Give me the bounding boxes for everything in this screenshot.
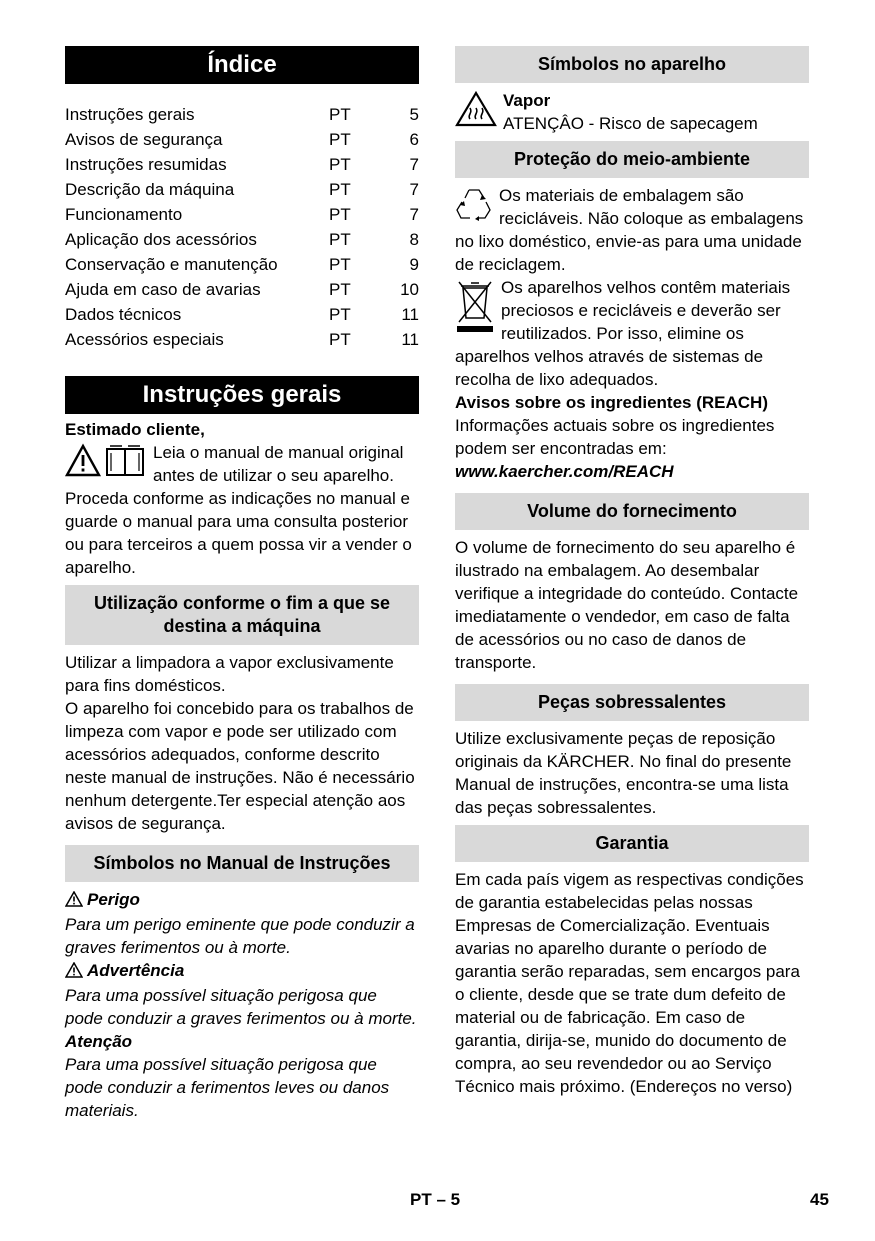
toc-row[interactable]	[65, 127, 419, 152]
warranty-text: Em cada país vigem as respectivas condições de garantia estabelecidas pelas nossas Empresas de Comercialização. Eventuais avarias no aparelho durante o período de garantia serão reparadas, sem encargos para o cliente, desde que se trate dum defeito de material ou de fabricação. Em caso de garantia, dirija-se, munido do documento de compra, ao seu revendedor ou ao Serviço Técnico mais próximo. (Endereços no verso)	[455, 870, 804, 1096]
manual-symbols-heading: Símbolos no Manual de Instruções	[65, 845, 419, 882]
warning-triangle-icon	[65, 961, 83, 984]
toc-entry-title: Avisos de segurança	[65, 130, 223, 149]
toc-entry-page: 7	[409, 155, 419, 174]
toc-row[interactable]	[65, 152, 419, 177]
toc-entry-title: Descrição da máquina	[65, 180, 235, 199]
general-text-block	[65, 441, 419, 579]
toc-entry-lang: PT	[329, 155, 351, 174]
toc-row[interactable]	[65, 202, 419, 227]
weee-text: Os aparelhos velhos contêm materiais preciosos e recicláveis e deverão ser reutilizados. Por isso, elimine os aparelhos velhos através de sistemas de recolha de lixo adequados.	[455, 278, 791, 389]
toc-entry-lang: PT	[329, 130, 351, 149]
toc-entry-title: Conservação e manutenção	[65, 255, 278, 274]
warning-label-row	[65, 959, 419, 984]
toc-row[interactable]	[65, 252, 419, 277]
intended-use-p2: O aparelho foi concebido para os trabalhos de limpeza com vapor e pode ser utilizado com acessórios adequados, conforme descrito neste manual de instruções. Não é necessário nenhum detergente.Ter especial atenção aos avisos de segurança.	[65, 699, 415, 833]
toc-entry-lang: PT	[329, 330, 351, 349]
toc-entry-lang: PT	[329, 180, 351, 199]
recycling-text: Os materiais de embalagem são recicláveis. Não coloque as embalagens no lixo doméstico, envie-as para uma unidade de reciclagem.	[455, 186, 804, 274]
toc-entry-title: Funcionamento	[65, 205, 183, 224]
greeting: Estimado cliente,	[65, 420, 205, 439]
read-manual-icon	[65, 443, 147, 485]
intended-use-heading: Utilização conforme o fim a que se destina a máquina	[65, 585, 419, 645]
toc-row[interactable]	[65, 227, 419, 252]
toc-entry-page: 8	[409, 230, 419, 249]
toc-entry-page: 7	[409, 205, 419, 224]
toc-row[interactable]	[65, 102, 419, 127]
toc-entry-lang: PT	[329, 205, 351, 224]
spare-parts-text: Utilize exclusivamente peças de reposição originais da KÄRCHER. No final do presente Manual de instruções, encontra-se uma lista das peças sobressalentes.	[455, 729, 792, 817]
toc-row[interactable]	[65, 277, 419, 302]
reach-heading: Avisos sobre os ingredientes (REACH)	[455, 393, 768, 412]
toc-entry-lang: PT	[329, 105, 351, 124]
danger-text: Para um perigo eminente que pode conduzir a graves ferimentos ou à morte.	[65, 915, 415, 957]
reach-link[interactable]: www.kaercher.com/REACH	[455, 462, 674, 481]
toc-entry-page: 5	[409, 105, 419, 124]
weee-block	[455, 276, 809, 391]
index-heading: Índice	[65, 46, 419, 84]
device-symbols-heading: Símbolos no aparelho	[455, 46, 809, 83]
toc-entry-page: 10	[400, 280, 419, 299]
general-text: Leia o manual de manual original antes de utilizar o seu aparelho. Proceda conforme as indicações no manual e guarde o manual para uma consulta posterior ou para terceiros a quem possa vir a vender o aparelho.	[65, 443, 412, 577]
toc-entry-title: Aplicação dos acessórios	[65, 230, 257, 249]
toc-entry-lang: PT	[329, 280, 351, 299]
table-of-contents	[65, 102, 419, 352]
toc-row[interactable]	[65, 302, 419, 327]
recycling-icon	[455, 186, 493, 228]
steam-label: Vapor	[503, 91, 551, 110]
toc-entry-title: Instruções resumidas	[65, 155, 227, 174]
footer-page-number: 45	[810, 1190, 829, 1209]
hot-steam-icon	[455, 91, 497, 133]
toc-entry-lang: PT	[329, 255, 351, 274]
toc-row[interactable]	[65, 327, 419, 352]
toc-entry-page: 7	[409, 180, 419, 199]
toc-entry-page: 9	[409, 255, 419, 274]
toc-entry-title: Acessórios especiais	[65, 330, 224, 349]
toc-row[interactable]	[65, 177, 419, 202]
recycling-block	[455, 184, 809, 276]
scope-text: O volume de fornecimento do seu aparelho é ilustrado na embalagem. Ao desembalar verifique a integridade do conteúdo. Contacte imediatamente o vendedor, em caso de falta de acessórios ou no caso de danos de transporte.	[455, 538, 799, 672]
warning-label: Advertência	[87, 961, 185, 980]
danger-label-row	[65, 888, 419, 913]
toc-entry-lang: PT	[329, 305, 351, 324]
toc-entry-title: Dados técnicos	[65, 305, 182, 324]
warning-text: Para uma possível situação perigosa que pode conduzir a graves ferimentos ou à morte.	[65, 986, 417, 1028]
footer-page-label: PT – 5	[410, 1190, 461, 1209]
environment-heading: Proteção do meio-ambiente	[455, 141, 809, 178]
intended-use-p1: Utilizar a limpadora a vapor exclusivamente para fins domésticos.	[65, 653, 394, 695]
spare-parts-heading: Peças sobressalentes	[455, 684, 809, 721]
toc-entry-page: 6	[409, 130, 419, 149]
right-column	[455, 46, 809, 1098]
toc-entry-title: Ajuda em caso de avarias	[65, 280, 261, 299]
toc-entry-title: Instruções gerais	[65, 105, 195, 124]
toc-entry-lang: PT	[329, 230, 351, 249]
warranty-heading: Garantia	[455, 825, 809, 862]
caution-label: Atenção	[65, 1032, 133, 1051]
toc-entry-page: 11	[401, 330, 419, 349]
steam-text: ATENÇÂO - Risco de sapecagem	[503, 114, 758, 133]
left-column	[65, 46, 419, 1122]
steam-symbol-block	[455, 89, 809, 135]
scope-heading: Volume do fornecimento	[455, 493, 809, 530]
crossed-bin-icon	[455, 278, 495, 340]
caution-text: Para uma possível situação perigosa que pode conduzir a ferimentos leves ou danos materiais.	[65, 1055, 390, 1120]
danger-label: Perigo	[87, 890, 140, 909]
warning-triangle-icon	[65, 890, 83, 913]
toc-entry-page: 11	[401, 305, 419, 324]
general-instructions-heading: Instruções gerais	[65, 376, 419, 414]
reach-text: Informações actuais sobre os ingredientes podem ser encontradas em:	[455, 416, 775, 458]
